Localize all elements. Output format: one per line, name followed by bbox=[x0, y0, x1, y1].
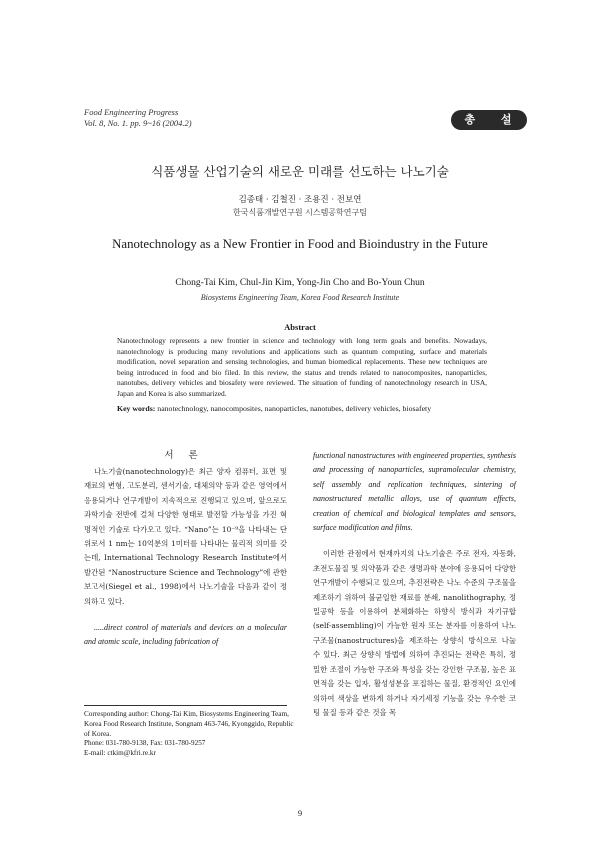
title-english: Nanotechnology as a New Frontier in Food and Bioindustry in the Future bbox=[112, 237, 488, 251]
footnote-email: E-mail: ctkim@kfri.re.kr bbox=[84, 749, 156, 758]
journal-name: Food Engineering Progress bbox=[84, 107, 179, 117]
definition-quote-start: .....direct control of materials and devices on a molecular and atomic scale, including fabrication of bbox=[84, 623, 287, 647]
affiliation-korean: 한국식품개발연구원 시스템공학연구팀 bbox=[233, 208, 367, 217]
keywords bbox=[117, 404, 497, 413]
definition-quote-end: functional nanostructures with engineered properties, synthesis and processing of nanoparticles, supramolecular chemistry, self assembly and replication techniques, sintering of nanostructured metallic alloys, use of quantum effects, creation of chemical and biological templates and sensors, surface modification and films. bbox=[313, 451, 516, 533]
affiliation-english: Biosystems Engineering Team, Korea Food Research Institute bbox=[200, 293, 400, 302]
authors-korean: 김종태 · 김철진 · 조용진 · 전보연 bbox=[238, 195, 362, 205]
keywords-text: nanotechnology, nanocomposites, nanoparticles, nanotubes, delivery vehicles, biosafety bbox=[155, 404, 432, 413]
section-heading-introduction: 서 론 bbox=[164, 450, 204, 461]
page-number: 9 bbox=[297, 808, 303, 818]
footnote-divider bbox=[84, 705, 287, 706]
keywords-label: Key words: bbox=[117, 404, 156, 413]
left-column bbox=[84, 465, 287, 650]
title-korean: 식품생물 산업기술의 새로운 미래를 선도하는 나노기술 bbox=[151, 164, 449, 179]
footnote-phone: Phone: 031-780-9138, Fax: 031-780-9257 bbox=[84, 739, 206, 748]
corresponding-author-footnote bbox=[84, 710, 294, 759]
abstract-heading: Abstract bbox=[284, 322, 316, 332]
journal-volume: Vol. 8, No. 1. pp. 9~16 (2004.2) bbox=[84, 118, 192, 128]
article-type-label: 총 설 bbox=[464, 113, 514, 126]
footnote-author: Corresponding author: Chong-Tai Kim, Biosystems Engineering Team, Korea Food Research Institute, Songnam 463-746, Kyonggido, Republic of Korea. bbox=[84, 710, 294, 738]
intro-paragraph-1: 나노기술(nanotechnology)은 최근 양자 컴퓨터, 표면 및 재료의 변형, 고도분리, 센서기술, 대체의약 등과 같은 영역에서 응용되거나 연구개발이 지속적으로 진행되고 있으며, 앞으로도 과학기술 전반에 걸쳐 다양한 형태로 발전할 가능성을 가진 혁명적인 기술로 다가오고 있다. “Nano”는 10⁻⁹을 나타내는 단위로서 1 nm는 10억분의 1미터를 나타내는 물리적 의미를 갖는데, International Technology Research Institute에서 발간된 “Nanostructure Science and Technology”에 관한 보고서(Siegel et al., 1998)에서 나노기술을 다음과 같이 정의하고 있다. bbox=[84, 467, 287, 606]
right-column bbox=[313, 449, 516, 720]
article-type-badge bbox=[451, 110, 527, 130]
authors-english: Chong-Tai Kim, Chul-Jin Kim, Yong-Jin Cho and Bo-Youn Chun bbox=[175, 278, 425, 288]
abstract-text: Nanotechnology represents a new frontier in science and technology with long term goals and benefits. Nowadays, nanotechnology is producing many revolutions and applications such as quantum computing, surface and materials modification, novel separation and sensing technologies, and human biomedical replacements. These new techniques are being introduced in food and bio filed. In this review, the status and trends related to nanocomposites, nanoparticles, nanotubes, delivery vehicles and biosafety were reviewed. The situation of funding of nanotechnology research in USA, Japan and Korea is also summarized. bbox=[117, 336, 487, 398]
journal-citation bbox=[84, 107, 192, 129]
intro-paragraph-2: 이러한 관점에서 현재까지의 나노기술은 주로 전자, 자동화, 초전도물질 및 의약품과 같은 생명과학 분야에 응용되어 다양한 연구개발이 수행되고 있으며, 추진전략은 나노 수준의 구조물을 제조하기 위하여 불균일한 재료를 분쇄, nanolithography, 정밀공학 등을 이용하여 분체화하는 하향식 방식과 자기규합(self-assembling)이 가능한 원자 또는 분자를 이용하여 나노구조물(nanostructures)을 제조하는 상향식 방식으로 나눌 수 있다. 최근 상향식 방법에 의하여 추진되는 전략은 특히, 정밀한 조절이 가능한 구조와 특성을 갖는 강인한 구조물, 높은 표면적을 갖는 입자, 활성성분을 포집하는 물질, 환경적인 요인에 의하여 색상을 변하게 하거나 자기세정 기능을 갖는 우수한 코팅 물질 등과 같은 것을 목 bbox=[313, 549, 516, 717]
